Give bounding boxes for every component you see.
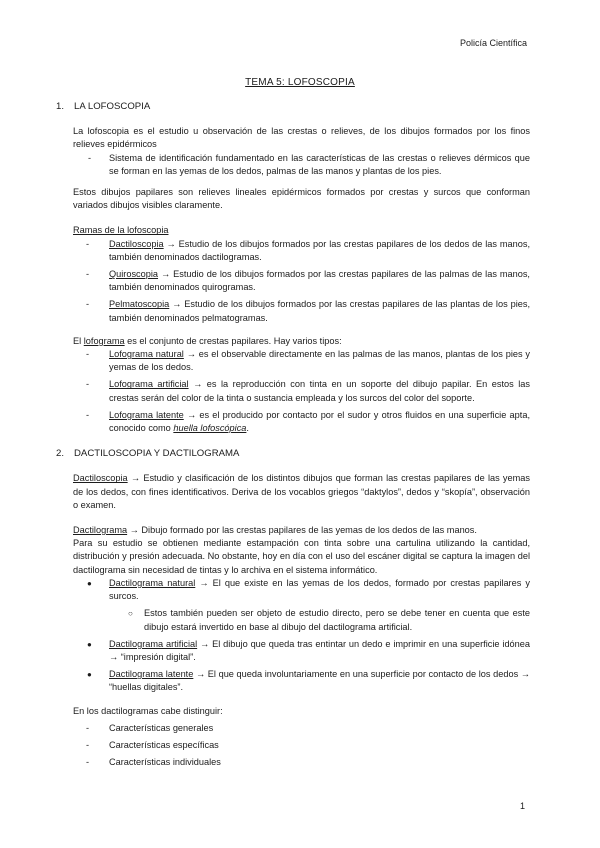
dash-marker: - — [86, 409, 90, 420]
list-item-text: Características individuales — [109, 757, 221, 768]
bullet-marker: ● — [87, 639, 92, 649]
list-item-text: Estos también pueden ser objeto de estudio directo, pero se debe tener en cuenta que este dibujo estará invertido en base al dibujo del dactilograma artificial. — [144, 608, 530, 632]
term: Lofograma artificial — [109, 379, 189, 390]
circle-marker: ○ — [128, 609, 133, 619]
section-title: LA LOFOSCOPIA — [74, 101, 151, 112]
list-item — [56, 152, 530, 178]
section-title: DACTILOSCOPIA Y DACTILOGRAMA — [74, 448, 240, 460]
list-item: - Lofograma latente → es el producido por contacto por el sudor y otros fluidos en una superficie apta, conocido como huella lofoscópica. — [56, 409, 530, 435]
header-subject: Policía Científica — [459, 38, 527, 48]
list-item — [56, 638, 530, 664]
page-title: TEMA 5: LOFOSCOPIA — [245, 77, 355, 88]
definition: → Estudio de los dibujos formados por las crestas papilares de las plantas de los pies, también denominados pelmatogramas. — [109, 299, 530, 323]
bullet-marker: ● — [87, 578, 92, 588]
definition: → El dibujo que queda tras entintar un dedo e imprimir en una superficie idónea → “impresión digital”. — [109, 638, 530, 662]
dash-marker: - — [86, 269, 90, 280]
page-number: 1 — [519, 801, 525, 811]
definition: → El que existe en las yemas de los dedos, formado por crestas papilares y surcos. — [109, 577, 530, 602]
term: Dactilograma latente — [109, 669, 194, 680]
intro-paragraph: La lofoscopia es el estudio u observación de las crestas o relieves, de los dibujos formados por los finos relieves epidérmicos — [73, 126, 530, 150]
dactiloscopia-paragraph: Dactiloscopia → Estudio y clasificación de los distintos dibujos que forman las crestas papilares de las yemas de los dedos, con fines identificativos. Deriva de los vocablos griegos “daktylos”, dedos y “skopía”, observación o examen. — [73, 473, 530, 510]
list-item — [56, 348, 530, 374]
section-1-heading — [56, 100, 530, 113]
list-item — [56, 722, 530, 735]
emphasized-term: huella lofoscópica — [173, 423, 247, 434]
term: Dactilograma natural — [109, 577, 196, 588]
list-item — [56, 577, 530, 603]
definition: → Estudio de los dibujos formados por las crestas papilares de las palmas de las manos, también denominados quirogramas. — [109, 269, 530, 293]
list-item — [56, 607, 530, 633]
definition: → es el producido por contacto por el sudor y otros fluidos en una superficie apta, conocido como — [109, 409, 530, 434]
dash-marker: - — [86, 349, 90, 360]
list-item — [56, 378, 530, 404]
study-paragraph: Para su estudio se obtienen mediante estampación con tinta sobre una cartulina utilizando la cantidad, distribución y presión adecuada. No obstante, hoy en día con el uso del escáner digital se captura la imagen del dactilograma sin necesidad de tintas y lo archiva en el sistema informático. — [73, 538, 530, 575]
definition: → es el observable directamente en las palmas de las manos, plantas de los pies y yemas de los dedos. — [109, 349, 530, 373]
list-item — [56, 298, 530, 324]
term: lofograma — [83, 335, 125, 346]
papillary-paragraph: Estos dibujos papilares son relieves lineales epidérmicos formados por crestas y surcos que conforman variados dibujos visibles claramente. — [73, 187, 530, 211]
section-2-heading — [56, 447, 530, 460]
list-item — [56, 739, 530, 752]
dash-marker: - — [88, 152, 92, 163]
list-item-text: Sistema de identificación fundamentado en las características de las crestas o relieves dérmicos que se forman en las yemas de los dedos, palmas de las manos y plantas de los pies. — [109, 152, 530, 176]
term: Pelmatoscopia — [109, 299, 170, 310]
list-item-text: Características generales — [109, 722, 214, 733]
definition: → es la reproducción con tinta en un soporte del dibujo papilar. En estos las crestas serán del color de la tinta o sustancia empleada y los surcos del color del soporte. — [109, 379, 530, 403]
list-item — [56, 268, 530, 294]
dash-marker: - — [86, 722, 90, 733]
term: Lofograma latente — [109, 409, 184, 420]
section-number: 2. — [56, 448, 65, 460]
list-item-text: Características específicas — [109, 739, 219, 750]
definition: → El que queda involuntariamente en una superficie por contacto de los dedos → “huellas digitales”. — [109, 669, 530, 693]
dash-marker: - — [86, 238, 90, 249]
dash-marker: - — [86, 757, 90, 768]
term: Dactilograma — [73, 525, 128, 536]
term: Dactilograma artificial — [109, 638, 198, 649]
dash-marker: - — [86, 299, 90, 310]
term: Dactiloscopia — [73, 473, 128, 484]
lofograma-paragraph: El lofograma es el conjunto de crestas papilares. Hay varios tipos: — [73, 335, 342, 346]
term: Dactiloscopia — [109, 238, 164, 249]
distinguish-paragraph: En los dactilogramas cabe distinguir: — [73, 705, 223, 716]
term: Quiroscopia — [109, 269, 159, 280]
content — [56, 100, 530, 769]
branches-title: Ramas de la lofoscopia — [73, 225, 169, 236]
section-number: 1. — [56, 101, 65, 112]
list-item — [56, 238, 530, 264]
dash-marker: - — [86, 379, 90, 390]
definition: → Estudio de los dibujos formados por las crestas papilares de los dedos de las manos, también denominados dactilogramas. — [109, 238, 530, 262]
list-item — [56, 668, 530, 694]
dactilograma-paragraph: Dactilograma → Dibujo formado por las crestas papilares de las yemas de los dedos de las manos. — [73, 525, 477, 536]
list-item — [56, 756, 530, 769]
dash-marker: - — [86, 739, 90, 750]
term: Lofograma natural — [109, 349, 184, 360]
bullet-marker: ● — [87, 670, 92, 680]
